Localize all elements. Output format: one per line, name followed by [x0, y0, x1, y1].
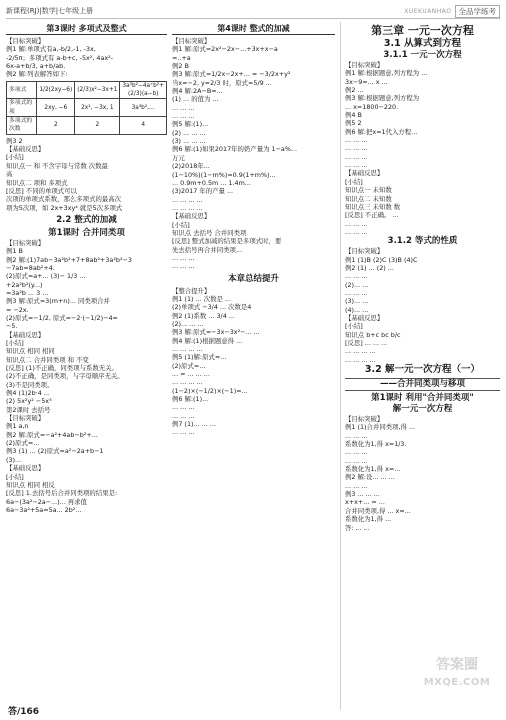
watermark-url: MXQE.COM — [423, 677, 491, 688]
answer-line: 【基础反思】 — [6, 145, 45, 154]
answer-line: (2) 5x²y² −5x³ — [6, 397, 52, 406]
answer-line: (3)不是同类项。 — [6, 380, 54, 389]
table-cell: 2 — [37, 117, 75, 135]
answer-line: 例5 解:(1)... — [172, 120, 209, 129]
answer-line: (3) ... ... ... — [172, 137, 206, 146]
answer-line: (2)不正确，是同类项，与字母顺序无关。 — [6, 372, 124, 381]
answer-line: ... ... ... — [345, 272, 368, 281]
answer-line: 例1 解:根据题意,列方程为 ... — [345, 69, 428, 78]
answer-line: 例2 B — [172, 62, 189, 71]
answer-line: 例2 解:(1)7ab−3a²b²+7+8ab²+3a²b²−3 — [6, 255, 132, 264]
answer-line: 例5 2 — [345, 119, 362, 128]
answer-line: ... ... ... — [345, 152, 368, 161]
section-banner: ——合并同类项与移项 — [345, 378, 500, 391]
section-heading: 2.2 整式的加减 — [56, 214, 117, 225]
answer-line: 【基础反思】 — [6, 464, 45, 473]
book-title: 新课程(RJ)|数学|七年级上册 — [6, 7, 94, 15]
table-cell: 2 — [75, 117, 120, 135]
table-cell: 2x², −3x, 1 — [75, 99, 120, 117]
answer-line: 【目标突破】 — [345, 61, 384, 69]
answer-line: 第2课时 去括号 — [6, 405, 51, 414]
table-cell: 2xy, −6 — [37, 99, 75, 117]
answer-line: (1−2)×(−1/2)×(−1)=... — [172, 386, 248, 395]
chapter-title: 第三章 一元一次方程 — [371, 24, 474, 37]
answer-line: (1) ... 的值为 ... — [172, 95, 219, 104]
answer-line: (2)... ... ... — [172, 320, 204, 328]
answer-line: ... ... ... — [345, 144, 368, 153]
answer-line: (2)原式=a+... (3)− 1/3 ... — [6, 272, 86, 281]
answer-line: ... ... ... — [172, 253, 195, 262]
answer-line: 例2 解:原式=−a²+4ab−b²+... — [6, 430, 98, 439]
answer-line: 例1 解:单项式有a,-b/2,-1, -3x, — [6, 45, 96, 54]
answer-lines — [6, 137, 167, 212]
answer-line: (2)原式=... — [6, 439, 40, 448]
answer-lines — [172, 287, 335, 437]
answer-line: 【基础反思】 — [345, 313, 384, 322]
answer-line: 【目标突破】 — [172, 37, 211, 45]
answer-line: −5. — [6, 322, 18, 331]
answer-line: ... 0.9m+0.5m ... 1.4m... — [172, 178, 251, 187]
answer-line: ... x=1800−220. — [345, 102, 399, 111]
answer-lines — [6, 37, 167, 79]
answer-line: ... ... ... — [345, 481, 368, 490]
row-header-cell: 多项式的次数 — [7, 117, 37, 135]
table-cell: 3a³b²,… — [120, 99, 167, 117]
answer-line: 次项的单项式系数，那么多项式的最高次 — [6, 195, 122, 204]
answer-line: (1−10%)(1−m%)=0.9(1+m%)... — [172, 170, 276, 179]
answer-line: 知识点 相同 相同 — [6, 347, 55, 356]
answer-line: [小结] — [6, 339, 24, 347]
answer-line: x+x+... = ... — [345, 498, 385, 507]
answer-line: 系数化为1,得 ... — [345, 515, 392, 524]
answer-line: 知识点一 未知数 — [345, 186, 392, 195]
lesson-heading: 第1课时 合并同类项 — [48, 227, 125, 238]
answer-line: ... ... ... — [172, 403, 195, 412]
answer-line: 例4 解:(1)根据题意得 ... — [172, 336, 243, 345]
answer-line: 【目标突破】 — [345, 247, 384, 256]
section-heading: 3.2 解一元一次方程（一） — [364, 364, 481, 376]
answer-line: 例3 解:根据题意,列方程为 — [345, 94, 420, 103]
answer-line: 【目标突破】 — [6, 37, 45, 45]
answer-lines — [172, 37, 335, 271]
answer-line: 知识点二 项和 多项式 — [6, 178, 68, 187]
answer-line: +2a²b²(y...) — [6, 280, 43, 289]
answer-line: 6x-a+b/3, a+b/ab. — [6, 62, 66, 71]
answer-line: 例3 (1) ... (2)原式=a²−2a+b−1 — [6, 447, 104, 456]
answer-line: ... ... ... — [172, 112, 195, 121]
answer-line: 例3 解:原式=3(m+n)... 同类项合并 — [6, 297, 110, 306]
answer-line: ... ... ... ... — [172, 203, 203, 212]
table-cell: 1/2(2xy−6) — [37, 81, 75, 99]
answer-line: (2)单项式 −3/4 ... 次数是4 — [172, 303, 252, 312]
answer-line: −7ab=8ab²+4. — [6, 263, 55, 272]
answer-line: (2)原式=... — [172, 361, 206, 370]
answer-lines — [345, 61, 500, 236]
table-cell: (2/3)x²−3x+1 — [75, 81, 120, 99]
table-cell: 4 — [120, 117, 167, 135]
left-column — [6, 22, 167, 710]
middle-column — [172, 22, 335, 710]
watermark-text: 答案圈 — [436, 657, 478, 673]
page-header — [6, 4, 500, 19]
answer-line: 6a−3a²+5a=5a... 2b²... — [6, 505, 82, 514]
answer-line: 3x−9=... x ... — [345, 77, 388, 86]
answer-line: 知识点二 未知数 — [345, 194, 392, 203]
brand — [404, 5, 500, 18]
answer-line: 【整合提升】 — [172, 286, 211, 295]
chapter-summary-heading: 本章总结提升 — [227, 273, 279, 284]
answer-line: ... ... ... — [345, 431, 368, 440]
answer-line: ... ... ... ... — [345, 355, 376, 364]
answer-line: 例3 解:原式=−3x−3x²−... ... — [172, 328, 260, 337]
answer-line: ... ... ... ... — [345, 347, 376, 356]
answer-line: (3)2017 年的产量 ... — [172, 187, 234, 196]
answer-line: =3a²b ... 3 ... — [6, 288, 49, 297]
answer-line: 例2 解:设... ... ... — [345, 473, 395, 482]
answer-line: [小结] — [6, 153, 24, 162]
answer-line: 例1 解:原式=2x²−2x−...+3x+x−a — [172, 45, 278, 54]
answer-line: 例4 解:2A−B=... — [172, 87, 223, 96]
answer-line: ... ... ... ... — [172, 195, 203, 204]
answer-line: 例4 (1)2b·4 ... — [6, 389, 50, 398]
answer-line: 知识点 b+c bc b/c — [345, 330, 401, 339]
answer-line: 例1 B — [6, 247, 23, 256]
answer-line: ... = ... ... ... — [172, 370, 210, 379]
answer-line: ... ... ... — [172, 262, 195, 271]
answer-line: ... ... ... — [345, 136, 368, 145]
answer-line: 系数化为1,得 x=1/3. — [345, 440, 407, 449]
watermark — [418, 656, 496, 706]
answer-line: ... ... ... — [172, 103, 195, 112]
answer-lines — [345, 247, 500, 364]
answer-line: 知识点二 合并同类项 和 不变 — [6, 355, 89, 364]
answer-line: [反思] ... ... ... — [345, 339, 388, 347]
answer-line: ... ... ... — [345, 288, 368, 297]
answer-line: (2)原式=−1/2, 原式=−2·(−1/2)−4= — [6, 313, 118, 322]
answer-line: ... ... ... ... — [172, 378, 203, 387]
answer-line: (2)2018年... — [172, 162, 210, 171]
answer-line: 系数化为1,得 x=... — [345, 465, 401, 474]
answer-line: [小结] — [345, 322, 363, 331]
answer-line: (3)... — [6, 455, 22, 464]
answer-line: [反思] 整式加减的结果是多项式时，要 — [172, 237, 282, 246]
answer-line: ... ... ... — [345, 448, 368, 457]
answer-line: 【基础反思】 — [345, 169, 384, 178]
brand-logo: 全品学练考 — [455, 5, 501, 18]
answer-lines — [345, 415, 500, 532]
answer-line: 【基础反思】 — [172, 212, 211, 221]
answer-line: ... ... ... — [345, 219, 368, 228]
answer-line: 例1 a,n — [6, 422, 29, 431]
answer-line: 知识点一 和 不含字母与常数 次数最 — [6, 161, 108, 170]
content-columns — [6, 22, 500, 710]
section-heading: 3.1 从算式到方程 — [383, 38, 462, 49]
answer-line: [反思] (1)不正确，同类项与系数无关。 — [6, 364, 118, 373]
answer-line: 例4 B — [345, 111, 362, 120]
right-column — [340, 22, 500, 710]
answer-line: 【目标突破】 — [6, 414, 45, 423]
answer-line: ... ... ... — [345, 161, 368, 170]
answer-line: 例6 解:(1)... — [172, 395, 209, 404]
row-header-cell: 多项式的项 — [7, 99, 37, 117]
subsection-heading: 3.1.2 等式的性质 — [387, 236, 458, 247]
polynomial-table — [6, 81, 167, 135]
answer-line: 知识点 去括号 合并同类项 — [172, 228, 247, 237]
table-row — [7, 117, 167, 135]
answer-line: 例3 ... ... ... — [345, 490, 380, 499]
answer-line: = −2x. — [6, 305, 29, 314]
answer-line: 【基础反思】 — [6, 330, 45, 339]
answer-line: 例3 2 — [6, 136, 23, 145]
answer-line: 例3 解:原式=1/2x−2x+... = −3/2x+y² — [172, 70, 291, 79]
answer-line: ... ... ... — [172, 428, 195, 437]
answer-lines — [6, 239, 167, 514]
table-row — [7, 99, 167, 117]
answer-line: 【目标突破】 — [345, 415, 384, 424]
answer-line: 知识点三 未知数 数 — [345, 202, 401, 211]
answer-line: 6a−(3a²−2a−...)... 再求值 — [6, 497, 87, 506]
answer-line: 例2 解:列表解答如下: — [6, 70, 68, 79]
answer-line: [小结] — [172, 220, 190, 229]
answer-line: (2)... ... — [345, 280, 369, 289]
answer-line: ... ... ... — [345, 456, 368, 465]
answer-line: 例2 ... — [345, 86, 364, 95]
answer-line: 知识点 相同 相反 — [6, 480, 55, 489]
answer-line: (3)... ... — [345, 297, 369, 306]
answer-line: 万元 — [172, 153, 185, 162]
lesson-heading: 解一元一次方程 — [392, 404, 453, 415]
answer-line: 例7 (1)... ... ... — [172, 420, 216, 429]
row-header-cell: 多项式 — [7, 81, 37, 99]
answer-line: =..+a — [172, 53, 191, 62]
answer-line: 例6 解:把x=1代入方程... — [345, 127, 418, 136]
answer-line: 合并同类项,得 ... x=... — [345, 506, 411, 515]
answer-line: [反思] 1.去括号后合并同类项的结果是: — [6, 489, 118, 498]
lesson-heading: 第1课时 利用"合并同类项" — [371, 393, 474, 404]
answer-line: 例2 (1)系数 ... 3/4 ... — [172, 311, 235, 320]
page-number: 答/166 — [8, 707, 40, 717]
answer-line: 例1 (1)B (2)C (3)B (4)C — [345, 255, 418, 264]
section-title: 第4课时 整式的加减 — [172, 23, 335, 35]
answer-line: [反思] 不同的单项式可以 — [6, 186, 77, 195]
answer-line: 例1 (1) ... 次数是 ... — [172, 294, 231, 303]
answer-line: 项为5次项，如 2x+3xy⁴ 就是5次多项式 — [6, 203, 123, 212]
answer-line: (2) ... ... ... — [172, 128, 206, 137]
answer-line: 例1 (1)合并同类项,得 ... — [345, 423, 416, 432]
subsection-heading: 3.1.1 一元一次方程 — [383, 50, 462, 60]
answer-line: 例6 解:(1)如果2017年的奶产量为 1−a%... — [172, 145, 298, 154]
answer-line: (4)... ... — [345, 305, 369, 314]
answer-line: 例5 (1)解:原式=... — [172, 353, 227, 362]
answer-line: [反思] 不正确。 ... — [345, 211, 399, 220]
answer-line: 【目标突破】 — [6, 238, 45, 247]
table-row — [7, 81, 167, 99]
answer-line: -2/5π；多项式有 a-b+c, -5x², 4ax²- — [6, 53, 114, 62]
answer-line: [小结] — [6, 472, 24, 481]
answer-line: ... ... ... — [172, 411, 195, 420]
answer-line: ... ... ... ... — [172, 345, 203, 354]
answer-line: 当x=−2, y=2/3 时，原式=5/9 ... — [172, 78, 272, 87]
brand-english: XUEKUANHAO — [404, 7, 452, 15]
answer-line: 答: ... ... — [345, 523, 370, 532]
answer-line: ... ... ... — [345, 227, 368, 236]
answer-line: 例2 (1) ... (2) ... — [345, 263, 394, 272]
table-cell: 3a³b²−4a⁺b²+(2/3)(a−b) — [120, 81, 167, 99]
answer-line: 高 — [6, 170, 13, 179]
section-title: 第3课时 多项式及整式 — [6, 23, 167, 35]
answer-line: 先去括号再合并同类项... — [172, 245, 242, 254]
answer-line: [小结] — [345, 177, 363, 186]
